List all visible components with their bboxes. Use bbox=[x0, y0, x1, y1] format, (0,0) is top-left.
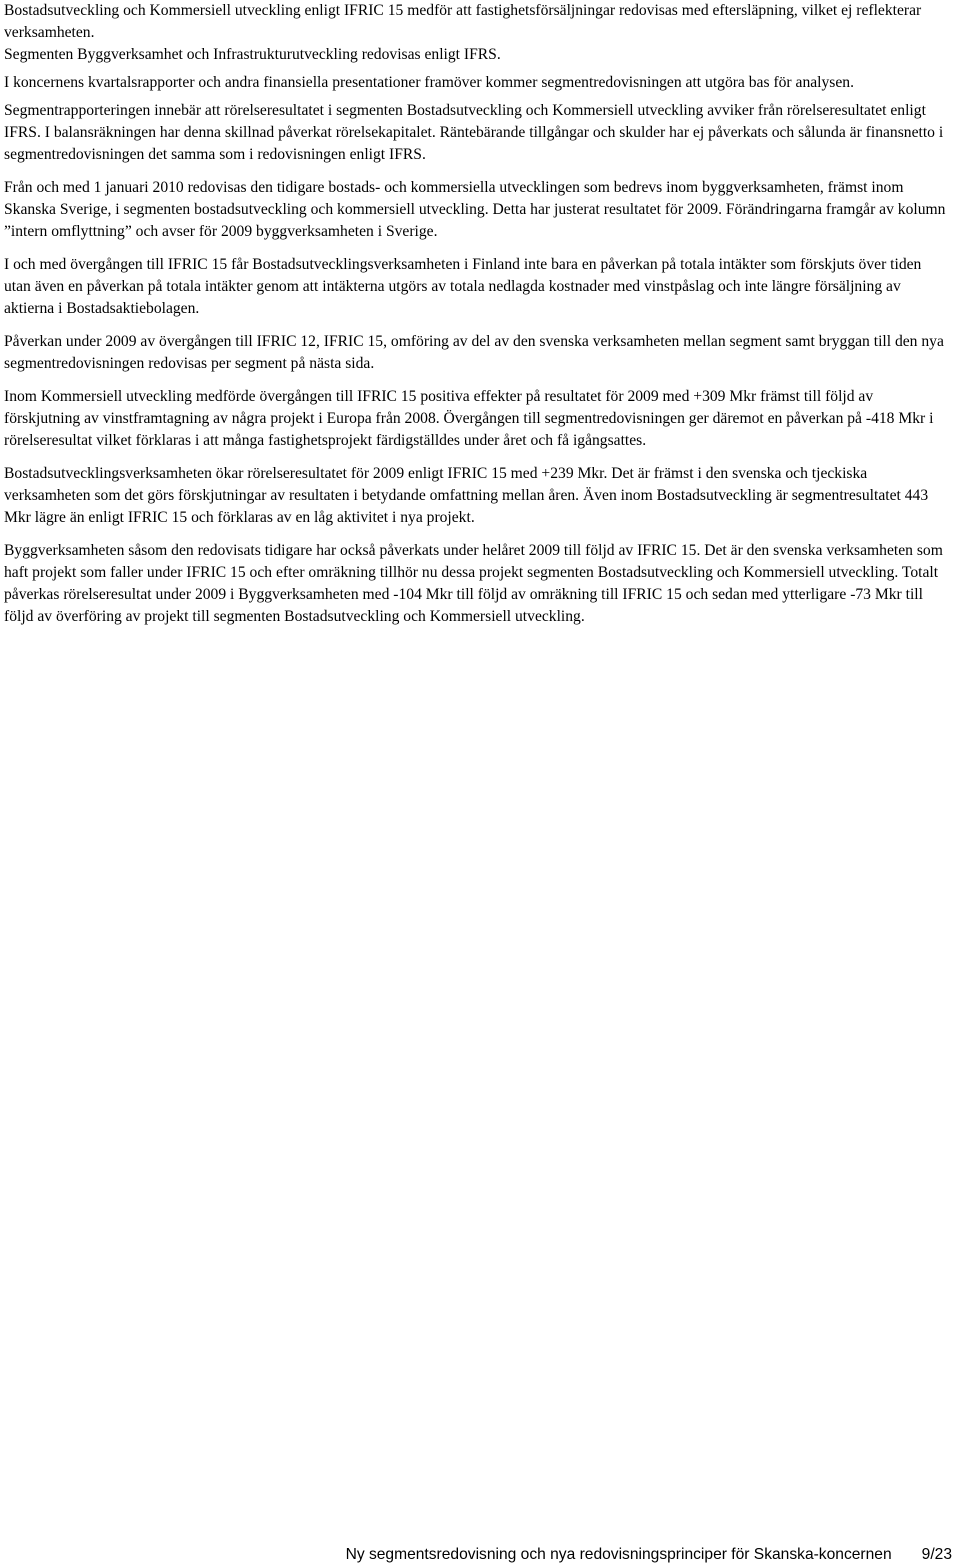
paragraph-finland: I och med övergången till IFRIC 15 får Bostadsutvecklingsverksamheten i Finland inte bara en påverkan på totala intäkter som förskjuts över tiden utan även en påverkan på totala intäkter genom att intäkterna utgörs av totala nedlagda kostnader med vinstpåslag och inte längre försäljning av aktierna i Bostadsaktiebolagen. bbox=[4, 256, 922, 317]
document-body bbox=[4, 0, 952, 639]
paragraph-commercial-development: Inom Kommersiell utveckling medförde övergången till IFRIC 15 positiva effekter på resultatet för 2009 med +309 Mkr främst till följd av förskjutning av vinstframtagning av några projekt i Europa från 2008. Övergången till segmentredovisningen ger däremot en påverkan på -418 Mkr i rörelseresultat vilket förklaras i att många fastighetsprojekt färdigställdes under året och få igångsattes. bbox=[4, 388, 934, 449]
footer-title: Ny segmentsredovisning och nya redovisningsprinciper för Skanska-koncernen bbox=[345, 1546, 892, 1563]
paragraph-construction: Byggverksamheten såsom den redovisats tidigare har också påverkats under helåret 2009 till följd av IFRIC 15. Det är den svenska verksamheten som haft projekt som faller under IFRIC 15 och efter omräkning tillhör nu dessa projekt segmenten Bostadsutveckling och Kommersiell utveckling. Totalt påverkas rörelseresultat under 2009 i Byggverksamheten med -104 Mkr till följd av omräkning till IFRIC 15 och sedan med ytterligare -73 Mkr till följd av överföring av projekt till segmenten Bostadsutveckling och Kommersiell utveckling. bbox=[4, 542, 943, 625]
page-footer bbox=[346, 1545, 952, 1565]
paragraph-january-2010: Från och med 1 januari 2010 redovisas den tidigare bostads- och kommersiella utvecklingen som bedrevs inom byggverksamheten, främst inom Skanska Sverige, i segmenten bostadsutveckling och kommersiell utveckling. Detta har justerat resultatet för 2009. Förändringarna framgår av kolumn ”intern omflyttning” och avser för 2009 byggverksamheten i Sverige. bbox=[4, 179, 946, 240]
paragraph-impact-2009: Påverkan under 2009 av övergången till IFRIC 12, IFRIC 15, omföring av del av den svenska verksamheten mellan segment samt bryggan till den nya segmentredovisningen redovisas per segment på nästa sida. bbox=[4, 333, 944, 372]
paragraph-quarterly-reports: I koncernens kvartalsrapporter och andra finansiella presentationer framöver kommer segmentredovisningen att utgöra bas för analysen. bbox=[4, 74, 854, 91]
page-number: 9/23 bbox=[921, 1546, 952, 1563]
paragraph-ifric15-intro: Bostadsutveckling och Kommersiell utveckling enligt IFRIC 15 medför att fastighetsförsäljningar redovisas med eftersläpning, vilket ej reflekterar verksamheten. bbox=[4, 2, 922, 41]
paragraph-segment-ifrs: Segmenten Byggverksamhet och Infrastrukturutveckling redovisas enligt IFRS. bbox=[4, 46, 501, 63]
paragraph-segment-reporting: Segmentrapporteringen innebär att rörelseresultatet i segmenten Bostadsutveckling och Kommersiell utveckling avviker från rörelseresultatet enligt IFRS. I balansräkningen har denna skillnad påverkat rörelsekapitalet. Räntebärande tillgångar och skulder har ej påverkats och sålunda är finansnetto i segmentredovisningen det samma som i redovisningen enligt IFRS. bbox=[4, 102, 944, 163]
paragraph-residential-development: Bostadsutvecklingsverksamheten ökar rörelseresultatet för 2009 enligt IFRIC 15 med +239 Mkr. Det är främst i den svenska och tjeckiska verksamheten som det görs förskjutningar av resultaten i betydande omfattning mellan åren. Även inom Bostadsutveckling är segmentresultatet 443 Mkr lägre än enligt IFRIC 15 och förklaras av en låg aktivitet i nya projekt. bbox=[4, 465, 929, 526]
